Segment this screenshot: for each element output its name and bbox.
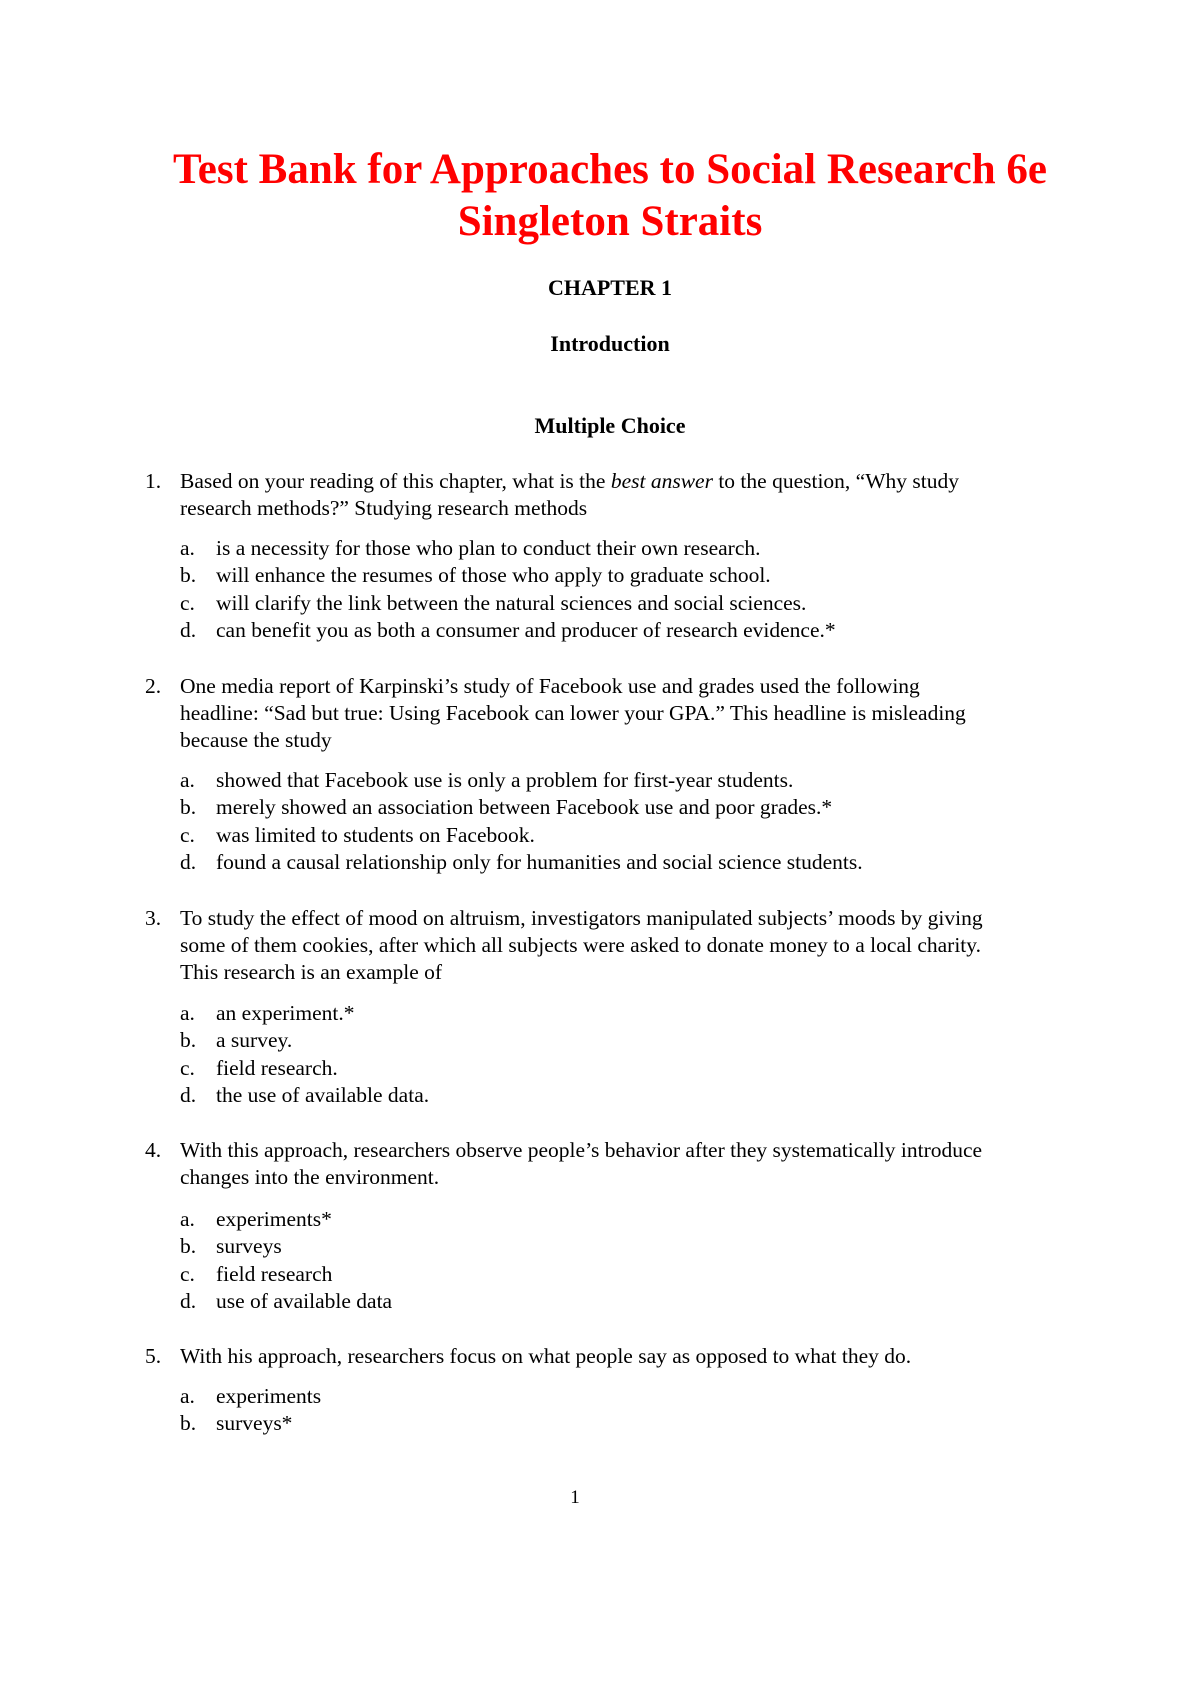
option-text: will enhance the resumes of those who apply to graduate school. xyxy=(216,563,771,588)
option-text: experiments xyxy=(216,1384,322,1408)
option-text: found a causal relationship only for humanities and social science students. xyxy=(216,849,863,874)
question-text-line: This research is an example of xyxy=(180,960,443,984)
question-text-line xyxy=(180,495,1105,522)
answer-option xyxy=(180,562,836,589)
answer-option xyxy=(180,767,863,794)
question-text-line: because the study xyxy=(180,728,332,752)
option-text: surveys xyxy=(216,1234,282,1259)
question-text-line: To study the effect of mood on altruism, investigators manipulated subjects’ moods by giving xyxy=(180,906,983,930)
answer-options xyxy=(180,1383,321,1438)
title-line-2: Singleton Straits xyxy=(457,198,763,245)
question-text-line: With this approach, researchers observe people’s behavior after they systematically introduce xyxy=(180,1138,983,1162)
option-text: a survey. xyxy=(216,1028,293,1053)
answer-option xyxy=(180,849,863,876)
option-letter: a. xyxy=(180,1001,195,1025)
text-segment: Based on your reading of this chapter, what is the xyxy=(180,469,611,493)
option-text: an experiment.* xyxy=(216,1001,355,1025)
question-number: 5. xyxy=(145,1344,162,1368)
option-letter: d. xyxy=(180,1082,197,1107)
option-letter: a. xyxy=(180,1384,195,1408)
answer-option xyxy=(180,1383,321,1410)
answer-option xyxy=(180,1055,429,1082)
option-letter: b. xyxy=(180,563,197,588)
chapter-heading: CHAPTER 1 xyxy=(547,275,673,300)
title-line-1: Test Bank for Approaches to Social Research 6e xyxy=(173,146,1047,193)
question-4 xyxy=(145,1137,1105,1191)
answer-options xyxy=(180,767,863,876)
option-letter: b. xyxy=(180,1411,197,1436)
answer-option xyxy=(180,590,836,617)
question-5 xyxy=(145,1343,1105,1370)
option-text: can benefit you as both a consumer and producer of research evidence.* xyxy=(216,617,836,642)
answer-option xyxy=(180,1288,392,1315)
answer-option xyxy=(180,617,836,644)
question-2 xyxy=(145,673,1105,754)
question-1 xyxy=(145,468,1105,522)
chapter-title: Introduction xyxy=(550,331,670,356)
option-letter: d. xyxy=(180,1288,197,1313)
option-text: was limited to students on Facebook. xyxy=(216,822,535,847)
answer-option xyxy=(180,1206,392,1233)
answer-option xyxy=(180,822,863,849)
option-letter: b. xyxy=(180,1028,197,1053)
question-number: 2. xyxy=(145,674,162,698)
option-letter: a. xyxy=(180,1207,195,1231)
question-text-line xyxy=(180,468,1105,495)
answer-option xyxy=(180,1410,321,1437)
option-letter: b. xyxy=(180,795,197,820)
option-text: is a necessity for those who plan to conduct their own research. xyxy=(216,536,761,560)
option-text: the use of available data. xyxy=(216,1082,430,1107)
question-3 xyxy=(145,905,1105,986)
text-segment: research methods?” Studying research methods xyxy=(180,496,588,520)
question-text-line: With his approach, researchers focus on what people say as opposed to what they do. xyxy=(180,1344,912,1368)
page-number: 1 xyxy=(570,1487,580,1508)
document-title xyxy=(0,144,1191,248)
option-text: field research xyxy=(216,1261,333,1286)
question-text-line: some of them cookies, after which all subjects were asked to donate money to a local charity. xyxy=(180,933,982,957)
option-text: surveys* xyxy=(216,1411,293,1436)
answer-option xyxy=(180,535,836,562)
option-letter: a. xyxy=(180,536,195,560)
question-text-line: changes into the environment. xyxy=(180,1165,440,1189)
answer-option xyxy=(180,1027,429,1054)
answer-option xyxy=(180,1000,429,1027)
emphasis-text: best answer xyxy=(610,469,713,493)
option-letter: c. xyxy=(180,1261,195,1286)
option-text: field research. xyxy=(216,1055,338,1080)
answer-option xyxy=(180,1082,429,1109)
option-text: will clarify the link between the natural sciences and social sciences. xyxy=(216,590,807,615)
answer-options xyxy=(180,1000,429,1109)
option-text: merely showed an association between Facebook use and poor grades.* xyxy=(216,795,833,820)
option-text: experiments* xyxy=(216,1207,332,1231)
question-text-line: One media report of Karpinski’s study of Facebook use and grades used the following xyxy=(180,674,920,698)
option-letter: d. xyxy=(180,617,197,642)
option-text: showed that Facebook use is only a problem for first-year students. xyxy=(216,768,794,792)
answer-option xyxy=(180,794,863,821)
question-number: 1. xyxy=(145,469,162,493)
answer-options xyxy=(180,535,836,644)
option-letter: a. xyxy=(180,768,195,792)
option-letter: c. xyxy=(180,590,195,615)
answer-options xyxy=(180,1206,392,1315)
option-letter: b. xyxy=(180,1234,197,1259)
question-number: 3. xyxy=(145,906,162,930)
option-text: use of available data xyxy=(216,1288,393,1313)
option-letter: c. xyxy=(180,1055,195,1080)
question-number: 4. xyxy=(145,1138,162,1162)
answer-option xyxy=(180,1261,392,1288)
question-text-line: headline: “Sad but true: Using Facebook can lower your GPA.” This headline is misleading xyxy=(180,701,966,725)
option-letter: d. xyxy=(180,849,197,874)
text-segment: to the question, “Why study xyxy=(712,469,959,493)
answer-option xyxy=(180,1233,392,1260)
option-letter: c. xyxy=(180,822,195,847)
section-heading: Multiple Choice xyxy=(534,413,686,438)
